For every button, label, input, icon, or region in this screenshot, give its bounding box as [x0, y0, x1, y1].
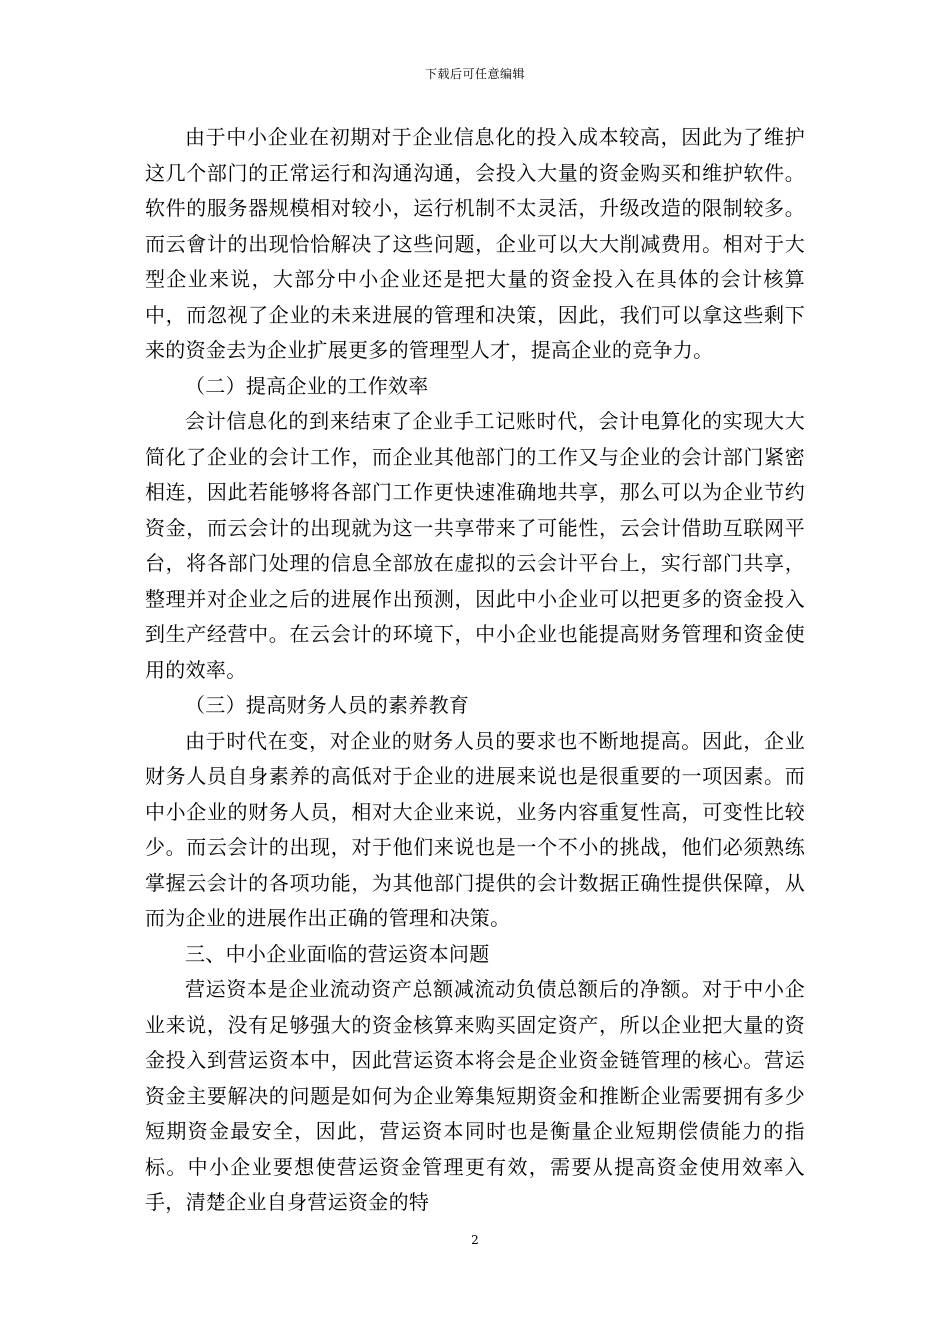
section-heading-working-capital: 三、中小企业面临的营运资本问题 [185, 941, 490, 966]
heading-work-efficiency: （二）提高企业的工作效率 [185, 373, 429, 398]
paragraph-staff-education: 由于时代在变，对企业的财务人员的要求也不断地提高。因此，企业财务人员自身素养的高低对于企业的进展来说也是很重要的一项因素。而中小企业的财务人员，相对大企业来说，业务内容重复性高，可变性比较少。而云会计的出现，对于他们来说也是一个不小的挑战，他们必须熟练掌握云会计的各项功能，为其他部门提供的会计数据正确性提供保障，从而为企业的进展作出正确的管理和决策。 [145, 728, 805, 930]
heading-staff-education: （三）提高财务人员的素养教育 [185, 693, 470, 717]
page-header: 下载后可任意编辑 [424, 67, 525, 81]
paragraph-work-efficiency: 会计信息化的到来结束了企业手工记账时代，会计电算化的实现大大简化了企业的会计工作，而企业其他部门的工作又与企业的会计部门紧密相连，因此若能够将各部门工作更快速准确地共享，那么可以为企业节约资金，而云会计的出现就为这一共享带来了可能性，云会计借助互联网平台，将各部门处理的信息全部放在虚拟的云会计平台上，实行部门共享，整理并对企业之后的进展作出预测，因此中小企业可以把更多的资金投入到生产经营中。在云会计的环境下，中小企业也能提高财务管理和资金使用的效率。 [145, 409, 805, 682]
document-body [145, 120, 805, 1221]
paragraph-cost-reduction: 由于中小企业在初期对于企业信息化的投入成本较高，因此为了维护这几个部门的正常运行和沟通沟通，会投入大量的资金购买和维护软件。软件的服务器规模相对较小，运行机制不太灵活，升级改造的限制较多。而云會计的出现恰恰解决了这些问题，企业可以大大削减费用。相对于大型企业来说，大部分中小企业还是把大量的资金投入在具体的会计核算中，而忽视了企业的未来进展的管理和决策，因此，我们可以拿这些剩下来的资金去为企业扩展更多的管理型人才，提高企业的竞争力。 [145, 125, 805, 362]
paragraph-working-capital: 营运资本是企业流动资产总额减流动负债总额后的净额。对于中小企业来说，没有足够强大的资金核算来购买固定资产，所以企业把大量的资金投入到营运资本中，因此营运资本将会是企业资金链管理的核心。营运资金主要解决的问题是如何为企业筹集短期资金和推断企业需要拥有多少短期资金最安全，因此，营运资本同时也是衡量企业短期偿债能力的指标。中小企业要想使营运资金管理更有效，需要从提高资金使用效率入手，清楚企业自身营运资金的特 [145, 977, 805, 1214]
page-number: 2 [471, 1233, 479, 1247]
